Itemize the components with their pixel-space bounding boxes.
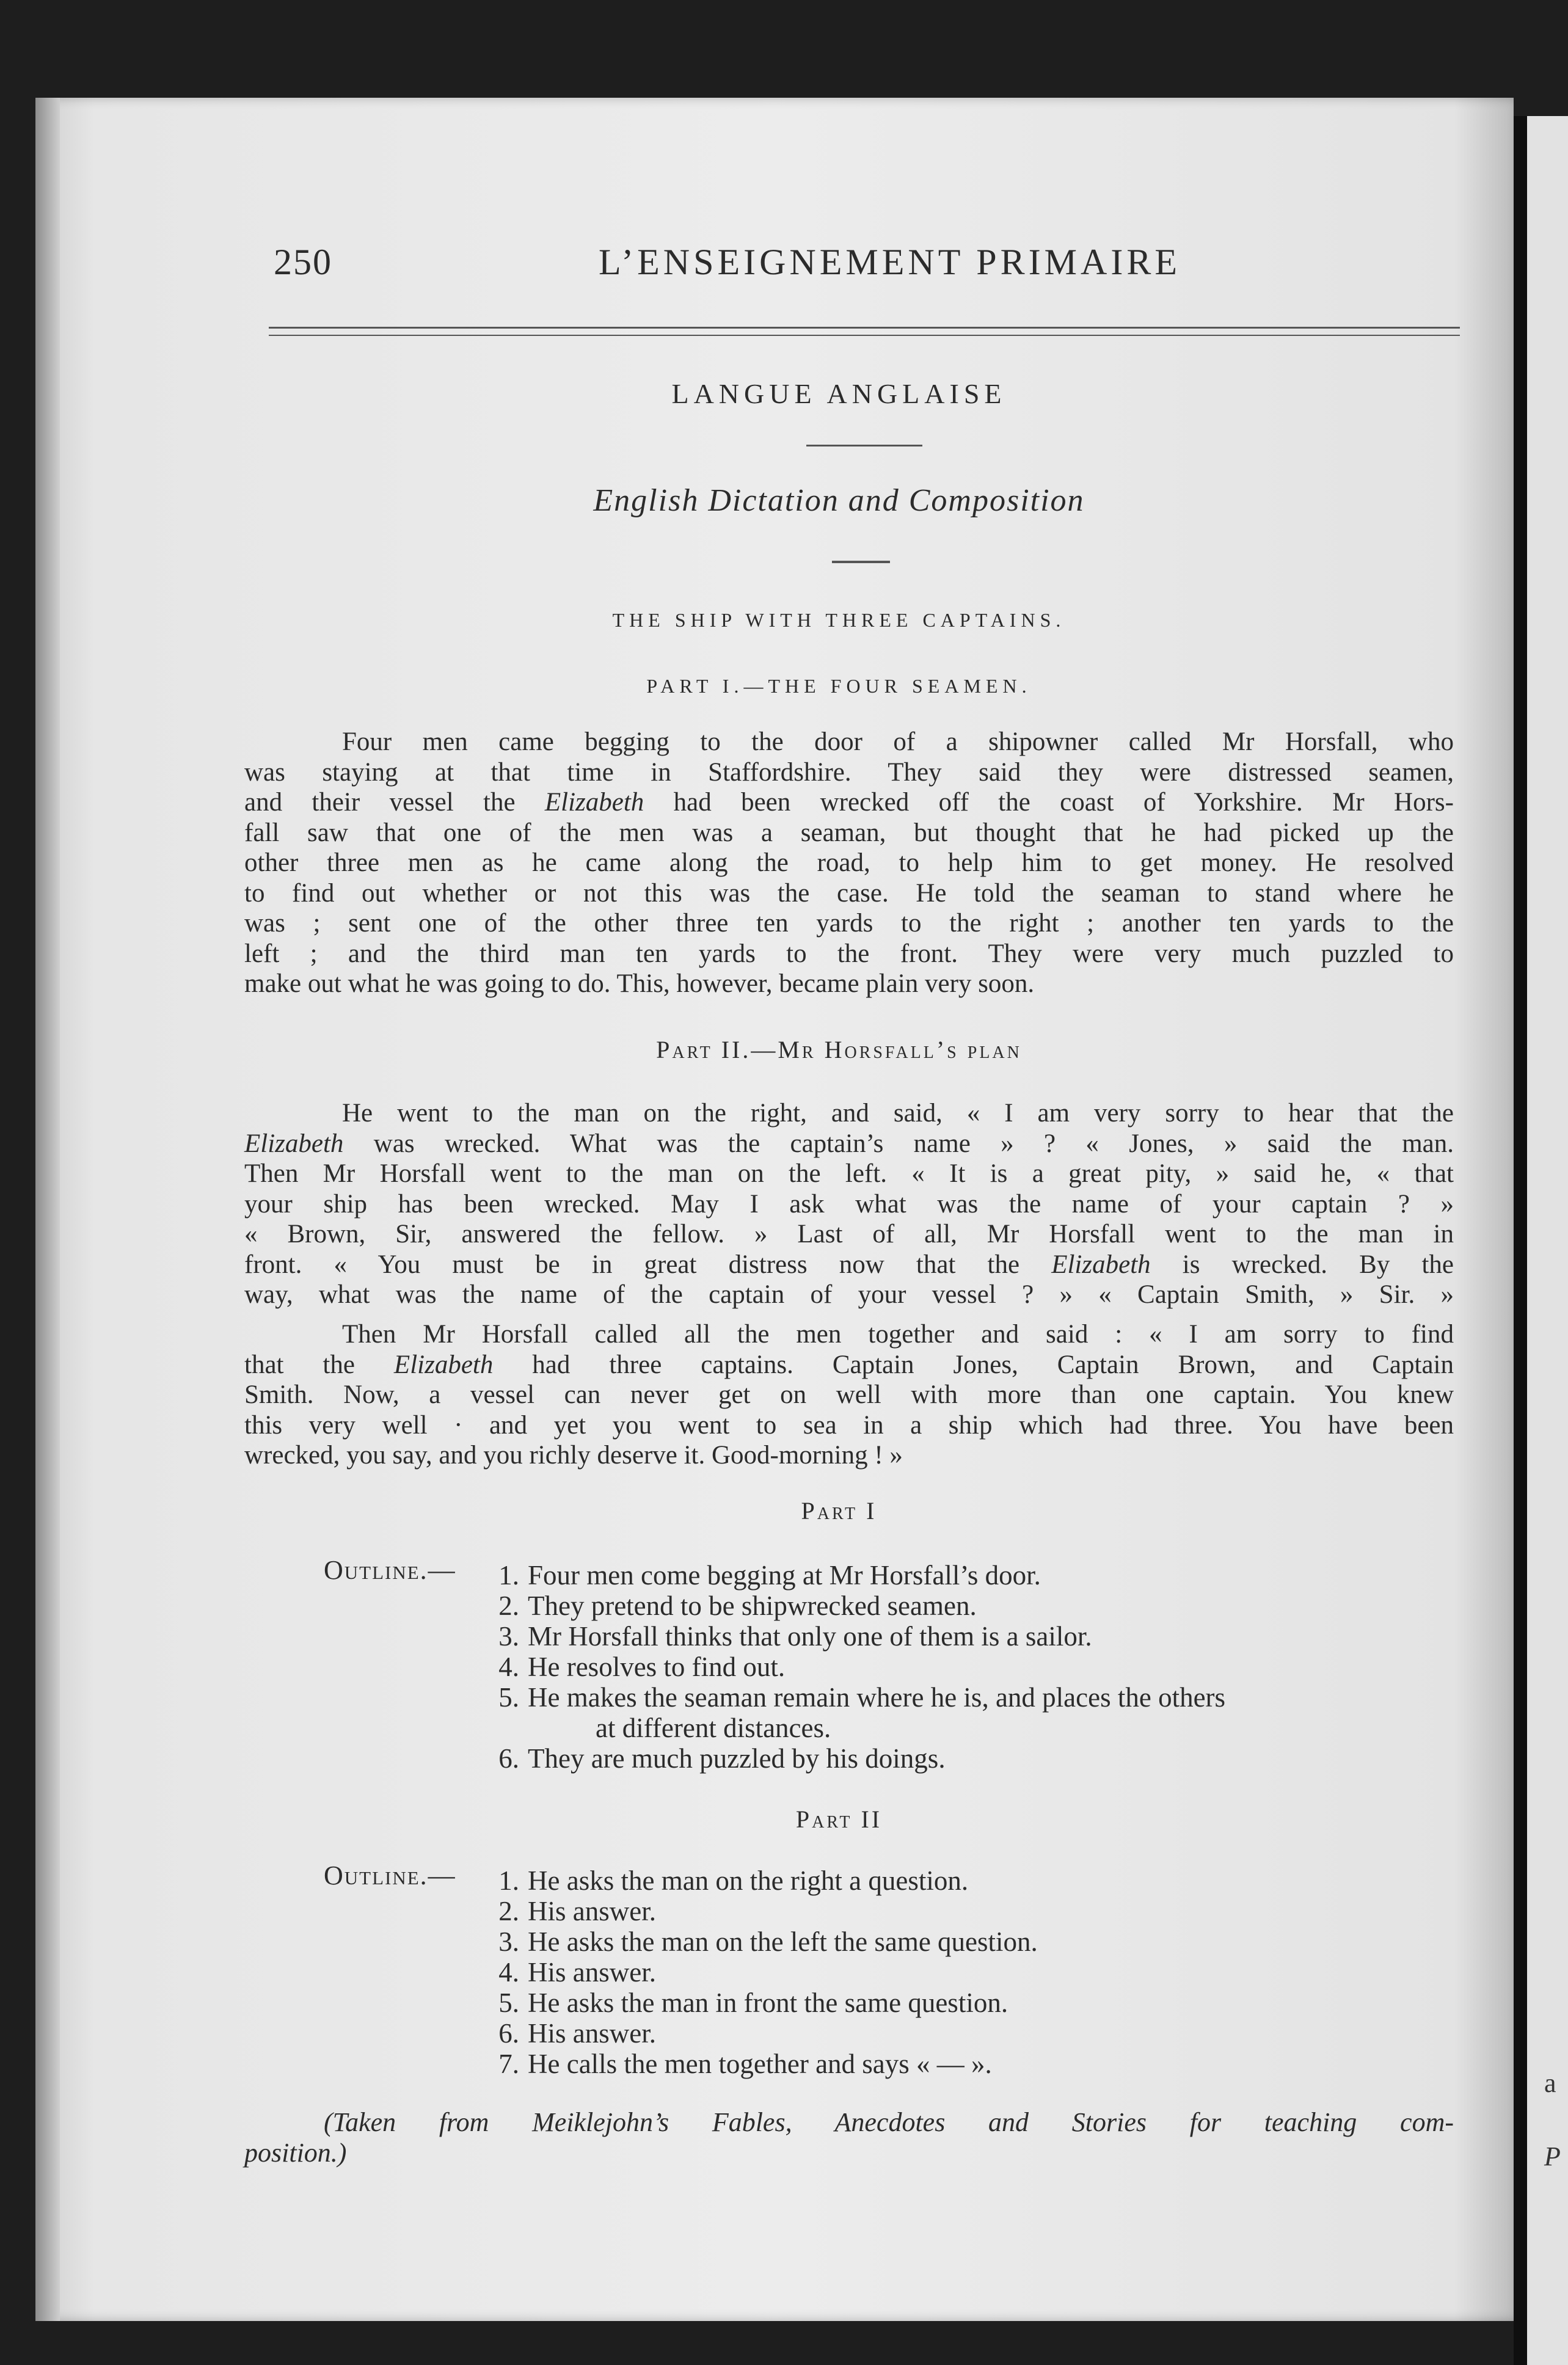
outline2-label: Outline.— [324,1860,456,1890]
outline-item: 2. They pretend to be shipwrecked seamen. [498,1591,977,1621]
outline-item: 6. They are much puzzled by his doings. [498,1743,946,1774]
text-line: wrecked, you say, and you richly deserve it. Good-morning ! » [244,1441,903,1470]
text-line: that the Elizabeth had three captains. Captain Jones, Captain Brown, and Captain [244,1350,1454,1379]
part2-heading: Part II.—Mr Horsfall’s plan [656,1036,1022,1063]
outline1-part-label: Part I [801,1497,877,1525]
text-line: « Brown, Sir, answered the fellow. » Last of all, Mr Horsfall went to the man in [244,1220,1454,1248]
text-line: other three men as he came along the road, to help him to get money. He resolved [244,848,1454,877]
story-paragraph-1 [244,727,1454,999]
story-paragraph-3 [244,1319,1454,1471]
text-line: Smith. Now, a vessel can never get on well with more than one captain. You knew [244,1380,1454,1409]
text-line: He went to the man on the right, and said, « I am very sorry to hear that the [342,1099,1454,1128]
outline-item: 1. He asks the man on the right a question. [498,1865,969,1896]
page-gutter [1514,116,1527,2365]
text-line: Then Mr Horsfall went to the man on the left. « It is a great pity, » said he, « that [244,1159,1454,1188]
outline-item: 5. He makes the seaman remain where he is, and places the others [498,1682,1226,1713]
text-line: left ; and the third man ten yards to the front. They were very much puzzled to [244,939,1454,968]
running-head: L’ENSEIGNEMENT PRIMAIRE [599,242,1181,282]
part1-heading: PART I.—THE FOUR SEAMEN. [646,675,1032,697]
adjacent-page-fragment: a [1544,2068,1556,2098]
outline-item: 3. Mr Horsfall thinks that only one of them is a sailor. [498,1621,1092,1652]
text-line: make out what he was going to do. This, however, became plain very soon. [244,969,1035,998]
page-number: 250 [274,242,332,282]
text-line: was staying at that time in Staffordshire. They said they were distressed seamen, [244,757,1454,787]
text-line: was ; sent one of the other three ten yards to the right ; another ten yards to the [244,909,1454,938]
text-line: (Taken from Meiklejohn’s Fables, Anecdotes and Stories for teaching com- [324,2107,1454,2137]
outline1-label: Outline.— [324,1555,456,1585]
section-subtitle: English Dictation and Composition [593,483,1085,518]
header-rule [269,327,1460,329]
text-line: your ship has been wrecked. May I ask what was the name of your captain ? » [244,1189,1454,1219]
text-line: this very well · and yet you went to sea in a ship which had three. You have been [244,1410,1454,1440]
section-divider [806,445,922,446]
outline-item: 1. Four men come begging at Mr Horsfall’s door. [498,1560,1041,1591]
section-title: LANGUE ANGLAISE [671,378,1007,409]
story-paragraph-2 [244,1098,1454,1310]
page-binding-shadow [35,98,60,2321]
text-line: Then Mr Horsfall called all the men together and said : « I am sorry to find [342,1320,1454,1349]
text-line: fall saw that one of the men was a seaman, but thought that he had picked up the [244,818,1454,847]
source-note [244,2107,1454,2168]
outline-item: 6. His answer. [498,2018,656,2049]
text-line: position.) [244,2138,347,2168]
text-line: to find out whether or not this was the case. He told the seaman to stand where he [244,878,1454,908]
outline-item: 7. He calls the men together and says « — ». [498,2049,992,2079]
outline2-part-label: Part II [795,1806,883,1833]
story-title: THE SHIP WITH THREE CAPTAINS. [612,609,1066,631]
outline-item: 3. He asks the man on the left the same question. [498,1926,1038,1957]
text-line: Elizabeth was wrecked. What was the captain’s name » ? « Jones, » said the man. [244,1129,1454,1158]
text-line: Four men came begging to the door of a shipowner called Mr Horsfall, who [342,727,1454,756]
adjacent-page-fragment: P [1544,2141,1561,2171]
text-line: way, what was the name of the captain of your vessel ? » « Captain Smith, » Sir. » [244,1280,1454,1309]
text-line: front. « You must be in great distress now that the Elizabeth is wrecked. By the [244,1250,1454,1279]
adjacent-page [1527,116,1568,2365]
outline-item: 5. He asks the man in front the same question. [498,1988,1008,2018]
header-rule [269,335,1460,336]
subtitle-divider [832,561,890,563]
text-line: and their vessel the Elizabeth had been wrecked off the coast of Yorkshire. Mr Hors- [244,788,1454,817]
outline-item-continuation: at different distances. [596,1713,831,1743]
outline-item: 4. His answer. [498,1957,656,1988]
outline-item: 4. He resolves to find out. [498,1652,786,1682]
outline-item: 2. His answer. [498,1896,656,1926]
